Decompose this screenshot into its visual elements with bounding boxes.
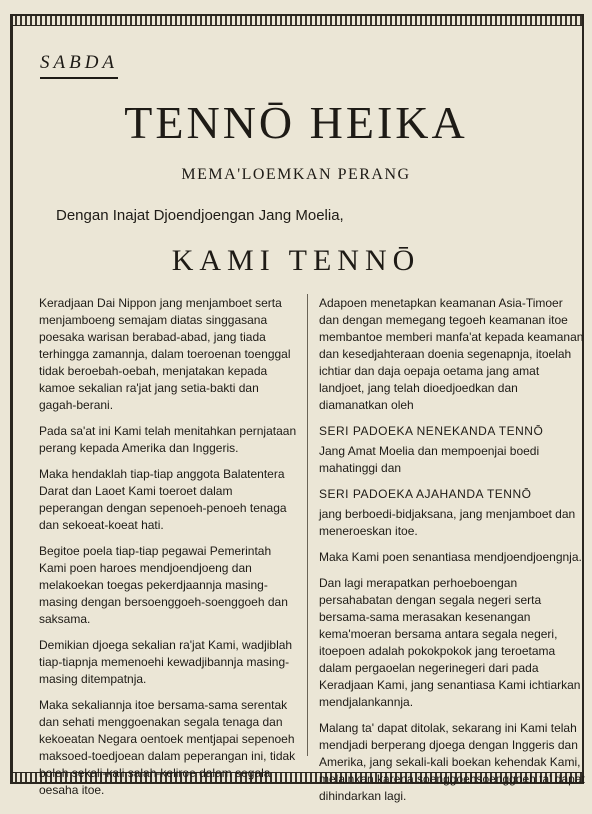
left-column bbox=[39, 295, 299, 808]
page-subtitle: MEMA'LOEMKAN PERANG bbox=[181, 166, 411, 183]
column-divider bbox=[307, 294, 308, 756]
honorific-heading: SERI PADOEKA NENEKANDA TENNŌ bbox=[319, 424, 544, 438]
page-title: TENNŌ HEIKA bbox=[124, 97, 468, 148]
proclamation-heading: KAMI TENNŌ bbox=[171, 244, 421, 277]
invocation-line: Dengan Inajat Djoendjoengan Jang Moelia, bbox=[56, 207, 344, 224]
paragraph: jang berboedi-bidjaksana, jang menjamboet dan meneroeskan itoe. bbox=[319, 507, 576, 538]
section-label: SABDA bbox=[40, 52, 118, 79]
paragraph: Begitoe poela tiap-tiap pegawai Pemerintah Kami poen haroes mendjoendjoeng dan melakoekan toegas pekerdjaannja masing-masing dengan bersoenggoeh-soenggoeh dan saksama. bbox=[39, 544, 288, 626]
right-column bbox=[319, 295, 585, 814]
paragraph: Maka sekaliannja itoe bersama-sama serentak dan sehati menggoenakan segala tenaga dan kekoeatan Negara oentoek mentjapai sepenoeh maksoed-toedjoean dalam peperangan ini, tidak boleh sekali-kali salah-keliroe dalam segala oesaha itoe. bbox=[39, 698, 296, 797]
paragraph: Dan lagi merapatkan perhoeboengan persahabatan dengan segala negeri serta bersama-sama merasakan kesenangan kema'moeran bersama antara segala negeri, itoepoen adalah pokokpokok jang teroetama dalam pergaoelan negerinegeri dari pada Keradjaan Kami, jang senantiasa Kami ichtiarkan mendjalankannja. bbox=[319, 576, 581, 709]
paragraph: Jang Amat Moelia dan mempoenjai boedi mahatinggi dan bbox=[319, 444, 540, 475]
paragraph: Maka hendaklah tiap-tiap anggota Balatentera Darat dan Laoet Kami toeroet dalam peperangan dengan sepenoeh-penoeh tenaga dan sekoeat-koeat hati. bbox=[39, 467, 287, 532]
honorific-heading: SERI PADOEKA AJAHANDA TENNŌ bbox=[319, 487, 532, 501]
paragraph: Pada sa'at ini Kami telah menitahkan pernjataan perang kepada Amerika dan Inggeris. bbox=[39, 424, 297, 455]
paragraph: Keradjaan Dai Nippon jang menjamboet serta menjamboeng semajam diatas singgasana poesaka warisan berabad-abad, jang tiada terhingga zamannja, dalam toeroenan toenggal tidak beroebah-oebah, menjatakan kepada kamoe sekalian ra'jat jang setia-bakti dan gagah-berani. bbox=[39, 296, 291, 412]
paragraph: Malang ta' dapat ditolak, sekarang ini Kami telah mendjadi berperang djoega dengan Inggeris dan Amerika, jang sekali-kali boekan kehendak Kami, melainkan karena soenggoehsoenggoeh ta' dapat dihindarkan lagi. bbox=[319, 721, 585, 803]
paragraph: Adapoen menetapkan keamanan Asia-Timoer dan dengan memegang tegoeh keamanan itoe membantoe memberi manfa'at kepada keamanan dan kesedjahteraan doenia segenapnja, itoelah ichtiar dan daja oepaja oetama jang amat landjoet, jang telah dioedjoedkan dan diamanatkan oleh bbox=[319, 296, 584, 412]
top-ornamental-border bbox=[10, 14, 584, 26]
paragraph: Maka Kami poen senantiasa mendjoendjoengnja. bbox=[319, 550, 582, 564]
paragraph: Demikian djoega sekalian ra'jat Kami, wadjiblah tiap-tiapnja memenoehi kewadjibannja masing-masing ditempatnja. bbox=[39, 638, 293, 686]
